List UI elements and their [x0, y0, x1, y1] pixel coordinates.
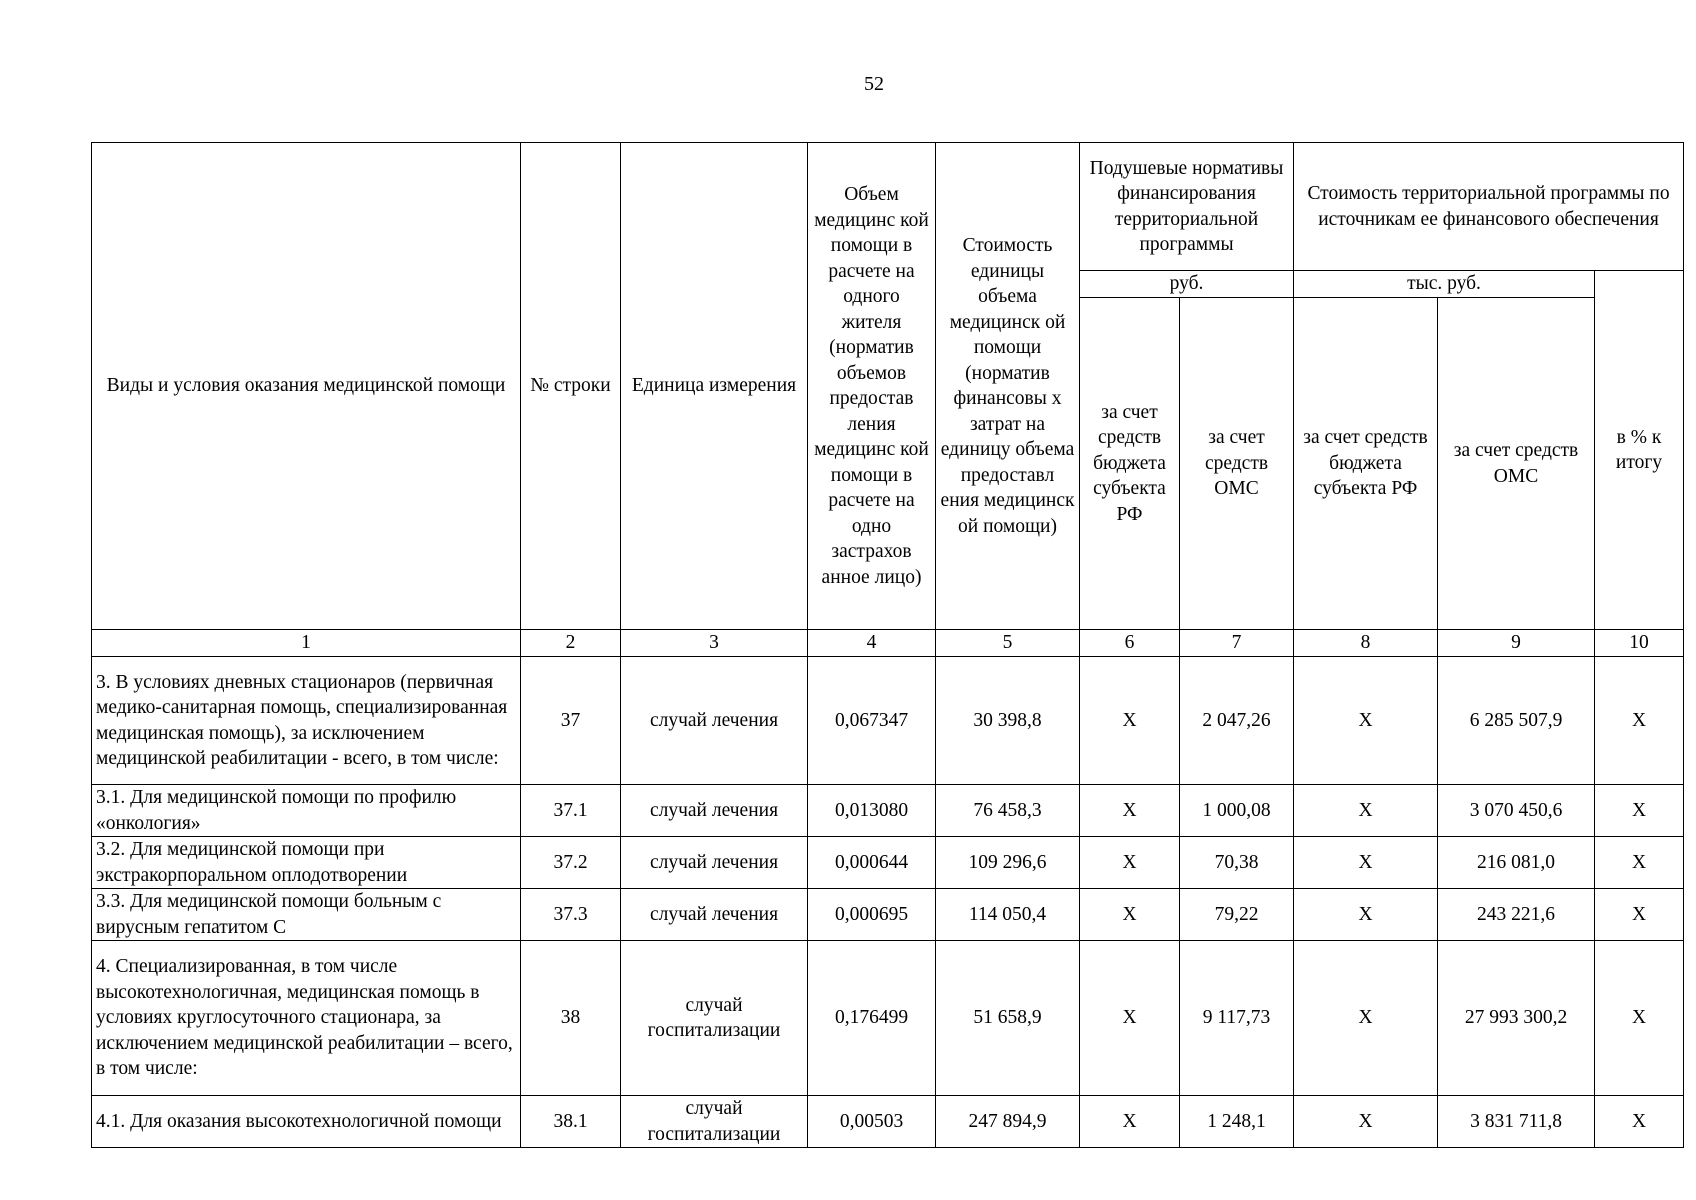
financing-table: [91, 142, 1684, 1148]
row-cost: 247 894,9: [936, 1096, 1080, 1148]
row-oms-rub: 79,22: [1180, 889, 1294, 941]
row-unit: случай лечения: [621, 889, 808, 941]
row-percent: X: [1595, 889, 1684, 941]
column-number: 5: [936, 630, 1080, 657]
header-program-cost: Стоимость территориальной программы по источникам ее финансового обеспечения: [1294, 143, 1684, 271]
row-unit: случай лечения: [621, 837, 808, 889]
row-unit: случай госпитализации: [621, 1096, 808, 1148]
header-oms-thous: за счет средств ОМС: [1438, 298, 1595, 630]
row-percent: X: [1595, 785, 1684, 837]
row-unit: случай лечения: [621, 657, 808, 785]
column-number: 6: [1080, 630, 1180, 657]
header-budget-thous: за счет средств бюджета субъекта РФ: [1294, 298, 1438, 630]
header-cost-unit: Стоимость единицы объема медицинск ой помощи (норматив финансовы х затрат на единицу объема предоставл ения медицинск ой помощи): [936, 143, 1080, 630]
column-number: 8: [1294, 630, 1438, 657]
row-name: 3.2. Для медицинской помощи при экстракорпоральном оплодотворении: [92, 837, 521, 889]
row-cost: 114 050,4: [936, 889, 1080, 941]
table-row: [92, 785, 1684, 837]
row-budget-thous: X: [1294, 889, 1438, 941]
row-unit: случай лечения: [621, 785, 808, 837]
header-oms-rub: за счет средств ОМС: [1180, 298, 1294, 630]
column-number-row: [92, 630, 1684, 657]
header-unit: Единица измерения: [621, 143, 808, 630]
row-oms-rub: 2 047,26: [1180, 657, 1294, 785]
header-kinds: Виды и условия оказания медицинской помощи: [92, 143, 521, 630]
row-budget-rub: X: [1080, 1096, 1180, 1148]
row-percent: X: [1595, 941, 1684, 1096]
table-row: [92, 837, 1684, 889]
row-volume: 0,000644: [808, 837, 936, 889]
row-oms-rub: 9 117,73: [1180, 941, 1294, 1096]
row-oms-thous: 216 081,0: [1438, 837, 1595, 889]
row-unit: случай госпитализации: [621, 941, 808, 1096]
row-budget-rub: X: [1080, 837, 1180, 889]
row-percent: X: [1595, 1096, 1684, 1148]
header-unit-thous-rub: тыс. руб.: [1294, 271, 1595, 298]
column-number: 1: [92, 630, 521, 657]
row-name: 4. Специализированная, в том числе высокотехнологичная, медицинская помощь в условиях круглосуточного стационара, за исключением медицинской реабилитации – всего, в том числе:: [92, 941, 521, 1096]
row-oms-thous: 6 285 507,9: [1438, 657, 1595, 785]
row-oms-rub: 1 000,08: [1180, 785, 1294, 837]
header-volume: Объем медицинс кой помощи в расчете на одного жителя (норматив объемов предостав ления медицинс кой помощи в расчете на одно застрахов анное лицо): [808, 143, 936, 630]
table-row: [92, 657, 1684, 785]
row-budget-thous: X: [1294, 837, 1438, 889]
column-number: 3: [621, 630, 808, 657]
table-row: [92, 941, 1684, 1096]
row-volume: 0,00503: [808, 1096, 936, 1148]
table-header: [92, 143, 1684, 657]
row-oms-rub: 1 248,1: [1180, 1096, 1294, 1148]
column-number: 9: [1438, 630, 1595, 657]
header-unit-rub: руб.: [1080, 271, 1294, 298]
column-number: 2: [521, 630, 621, 657]
row-budget-thous: X: [1294, 785, 1438, 837]
row-budget-rub: X: [1080, 941, 1180, 1096]
row-number: 37.3: [521, 889, 621, 941]
row-percent: X: [1595, 837, 1684, 889]
header-budget-rub: за счет средств бюджета субъекта РФ: [1080, 298, 1180, 630]
row-budget-rub: X: [1080, 889, 1180, 941]
row-volume: 0,013080: [808, 785, 936, 837]
row-budget-rub: X: [1080, 657, 1180, 785]
column-number: 10: [1595, 630, 1684, 657]
row-number: 37.1: [521, 785, 621, 837]
row-oms-thous: 3 070 450,6: [1438, 785, 1595, 837]
row-volume: 0,176499: [808, 941, 936, 1096]
column-number: 7: [1180, 630, 1294, 657]
column-number: 4: [808, 630, 936, 657]
row-oms-thous: 3 831 711,8: [1438, 1096, 1595, 1148]
header-row-number: № строки: [521, 143, 621, 630]
row-cost: 30 398,8: [936, 657, 1080, 785]
row-volume: 0,000695: [808, 889, 936, 941]
row-name: 3. В условиях дневных стационаров (первичная медико-санитарная помощь, специализированная медицинская помощь), за исключением медицинской реабилитации - всего, в том числе:: [92, 657, 521, 785]
row-oms-thous: 243 221,6: [1438, 889, 1595, 941]
header-percent: в % к итогу: [1595, 271, 1684, 630]
page-number: 52: [864, 73, 884, 95]
row-number: 37.2: [521, 837, 621, 889]
row-budget-thous: X: [1294, 657, 1438, 785]
row-budget-rub: X: [1080, 785, 1180, 837]
row-oms-rub: 70,38: [1180, 837, 1294, 889]
header-per-capita: Подушевые нормативы финансирования территориальной программы: [1080, 143, 1294, 271]
table-row: [92, 889, 1684, 941]
row-name: 3.3. Для медицинской помощи больным с вирусным гепатитом С: [92, 889, 521, 941]
row-number: 37: [521, 657, 621, 785]
row-number: 38: [521, 941, 621, 1096]
row-cost: 76 458,3: [936, 785, 1080, 837]
row-percent: X: [1595, 657, 1684, 785]
row-cost: 51 658,9: [936, 941, 1080, 1096]
row-volume: 0,067347: [808, 657, 936, 785]
row-name: 3.1. Для медицинской помощи по профилю «онкология»: [92, 785, 521, 837]
row-cost: 109 296,6: [936, 837, 1080, 889]
table-row: [92, 1096, 1684, 1148]
row-name: 4.1. Для оказания высокотехнологичной помощи: [92, 1096, 521, 1148]
row-budget-thous: X: [1294, 941, 1438, 1096]
row-budget-thous: X: [1294, 1096, 1438, 1148]
table-body: [92, 657, 1684, 1148]
row-number: 38.1: [521, 1096, 621, 1148]
row-oms-thous: 27 993 300,2: [1438, 941, 1595, 1096]
